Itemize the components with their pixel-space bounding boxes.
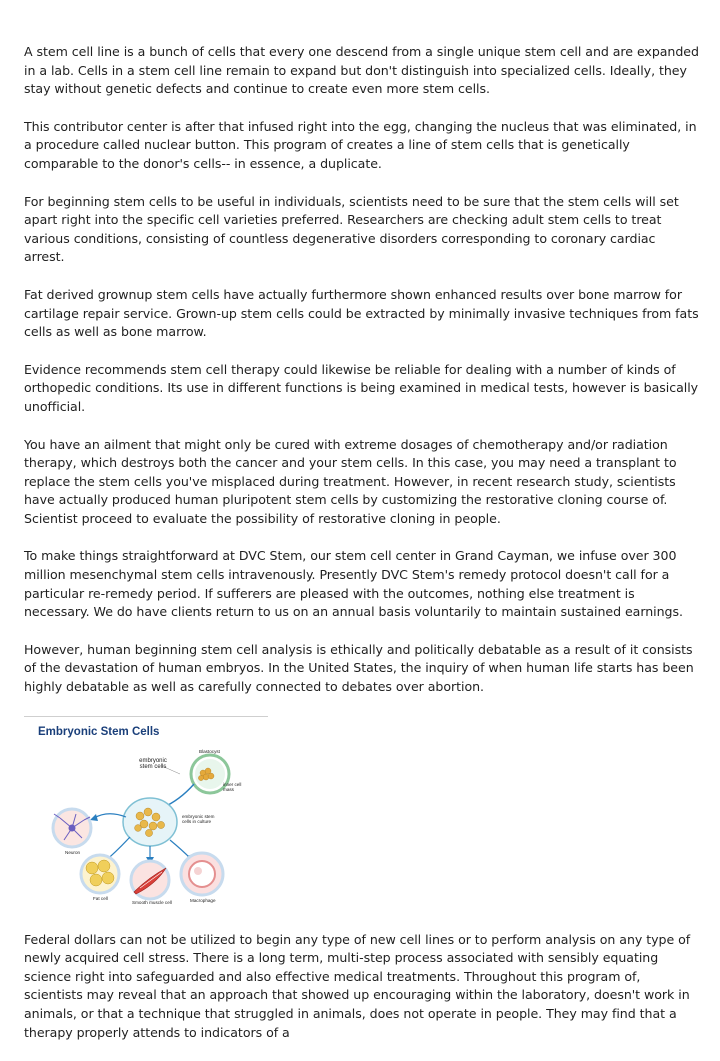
embryonic-stem-cells-illustration <box>30 722 262 907</box>
paragraph: Fat derived grownup stem cells have actually furthermore shown enhanced results over bone marrow for cartilage repair service. Grown-up stem cells could be extracted by minimally invasive techniques from fats cells as well as bone marrow. <box>24 286 699 340</box>
macrophage-cell <box>181 853 223 895</box>
paragraph: However, human beginning stem cell analysis is ethically and politically debatable as a result of it consists of the devastation of human embryos. In the United States, the inquiry of when human life starts has been highly debatable as well as carefully connected to debates over abortion. <box>24 641 694 695</box>
paragraph: A stem cell line is a bunch of cells that every one descend from a single unique stem cell and are expanded in a lab. Cells in a stem cell line remain to expand but don't distinguish into specialized cells. Ideally, they stay without genetic defects and continue to create even more stem cells. <box>24 44 699 97</box>
diagram-graphic <box>30 722 262 907</box>
paragraph: For beginning stem cells to be useful in individuals, scientists need to be sure that the stem cells will set apart right into the specific cell varieties preferred. Researchers are checking adult stem cells to treat various conditions, consisting of countless degenerative disorders corresponding to coronary cardiac arrest. <box>24 193 679 265</box>
label-blastocyst: Blastocyst <box>199 748 220 754</box>
smooth-muscle-cell <box>131 861 169 899</box>
figure-container <box>24 716 268 911</box>
label-embryonic-stem-cells: embryonic stem cells <box>139 757 167 771</box>
label-cultured-cells: embryonic stem cells in culture <box>182 813 215 825</box>
fat-cell <box>81 855 119 893</box>
neuron-cell <box>53 809 91 847</box>
figure-title: Embryonic Stem Cells <box>38 725 160 738</box>
paragraph: This contributor center is after that infused right into the egg, changing the nucleus that was eliminated, in a procedure called nuclear button. This program of creates a line of stem cells that is genetically comparable to the donor's cells-- in essence, a duplicate. <box>24 118 697 171</box>
divider <box>24 716 268 717</box>
paragraph: You have an ailment that might only be cured with extreme dosages of chemotherapy and/or radiation therapy, which destroys both the cancer and your stem cells. In this case, you may need a transplant to replace the stem cells you've misplaced during treatment. However, in recent research study, scientists have actually produced human pluripotent stem cells by customizing the restorative cloning course of. Scientist proceed to evaluate the possibility of restorative cloning in people. <box>24 436 677 526</box>
paragraph: To make things straightforward at DVC Stem, our stem cell center in Grand Cayman, we infuse over 300 million mesenchymal stem cells intravenously. Presently DVC Stem's remedy protocol doesn't call for a particular re-remedy period. If sufferers are pleased with the outcomes, nothing else treatment is necessary. We do have clients return to us on an annual basis voluntarily to maintain sustained earnings. <box>24 548 683 620</box>
label-neuron: Neuron <box>65 849 81 855</box>
label-smooth-muscle: Smooth muscle cell <box>132 899 172 905</box>
culture-dish <box>123 798 177 846</box>
paragraph: Federal dollars can not be utilized to begin any type of new cell lines or to perform analysis on any type of newly acquired cell stress. There is a long term, multi-step process associated with sensibly equating science right into safeguarded and also effective medical treatments. Throughout this program of, scientists may reveal that an approach that showed up encouraging within the laboratory, doesn't work in animals, or that a technique that struggled in animals, does not operate in people. They may find that a therapy properly attends to indicators of a <box>24 931 691 1040</box>
article-body <box>24 43 699 1061</box>
label-inner-cell-mass: inner cell mass <box>223 781 242 793</box>
paragraph: Evidence recommends stem cell therapy could likewise be reliable for dealing with a number of kinds of orthopedic conditions. Its use in different functions is being examined in medical tests, however is basically unofficial. <box>24 361 699 414</box>
label-fat-cell: Fat cell <box>93 895 108 901</box>
label-macrophage: Macrophage <box>190 897 216 903</box>
